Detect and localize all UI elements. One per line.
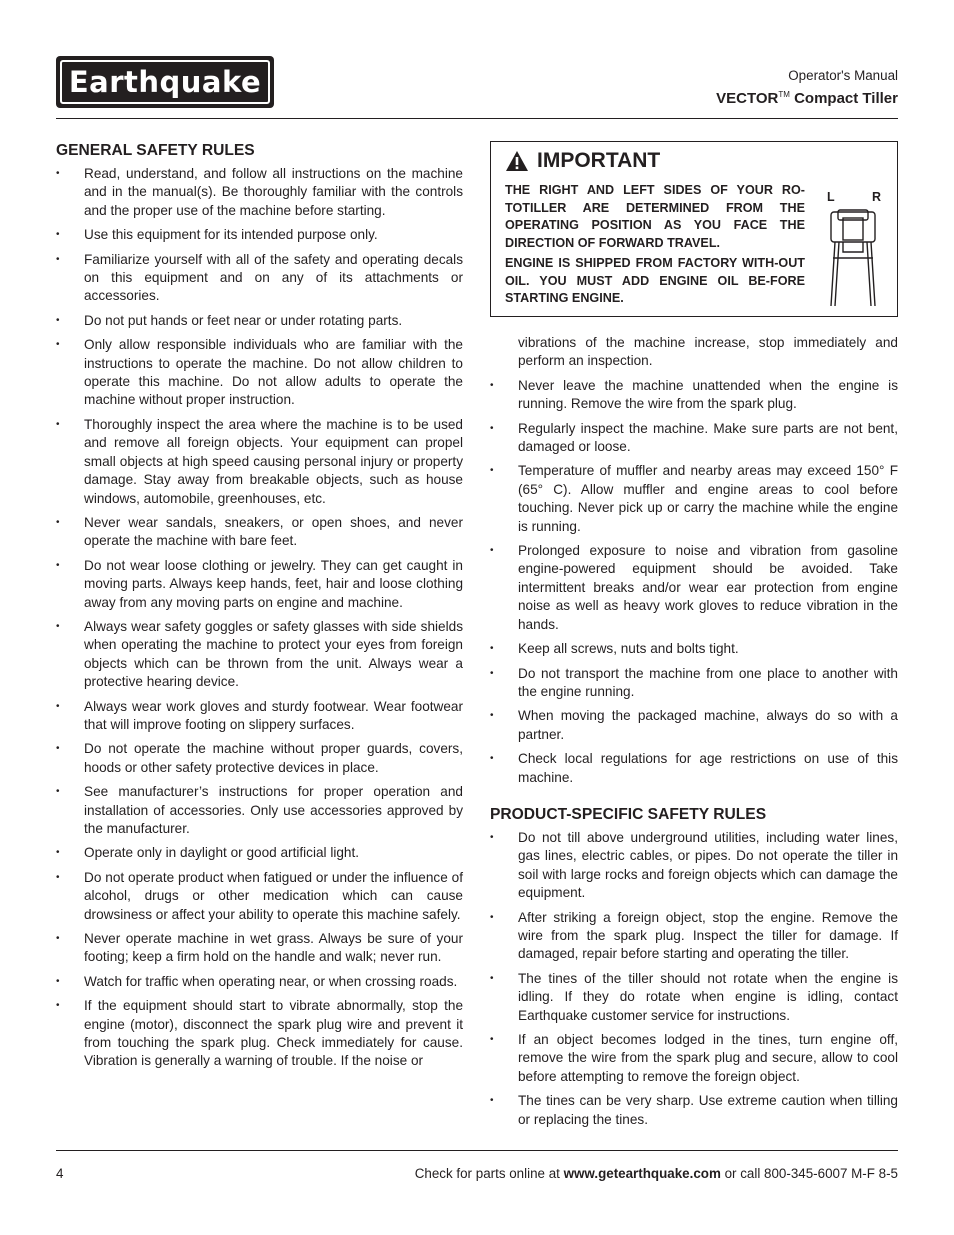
list-item: [56, 973, 463, 991]
list-item-text: Never operate machine in wet grass. Always be sure of your footing; keep a firm hold on the handle and walk; never run.: [84, 931, 463, 965]
list-item-text: Do not till above underground utilities, including water lines, gas lines, electric cables, or pipes. Do not operate the tiller in soil with large rocks and foreign objects which can damage the equipment.: [518, 829, 898, 901]
bullet: •: [490, 379, 494, 391]
header-divider: [56, 118, 898, 119]
page-number: 4: [56, 1166, 64, 1181]
list-item: [490, 462, 898, 536]
general-safety-section: [56, 141, 463, 1077]
list-item: [490, 665, 898, 702]
list-item: [56, 226, 463, 244]
list-item: [56, 930, 463, 967]
list-item-text: Do not wear loose clothing or jewelry. They can get caught in moving parts. Always keep hands, feet, hair and loose clothing away from any moving parts on engine and machine.: [84, 557, 463, 610]
list-item: [56, 165, 463, 220]
list-item: [490, 707, 898, 744]
list-item-text: Prolonged exposure to noise and vibration from gasoline engine-powered equipment should be avoided. Take intermittent breaks and/or wear ear protection from engine noise as well as heavy work gloves to reduce vibration in the hands.: [518, 543, 898, 632]
product-title: [716, 84, 898, 110]
bullet: •: [56, 847, 60, 859]
list-item: [490, 1031, 898, 1086]
bullet: •: [490, 422, 494, 434]
footer-divider: [56, 1150, 898, 1151]
list-item-text: Familiarize yourself with all of the safety and operating decals on this equipment and on any of its attachments or accessories.: [84, 251, 463, 304]
list-item-text: If an object becomes lodged in the tines, turn engine off, remove the wire from the spark plug and secure, allow to cool before attempting to remove the foreign object.: [518, 1032, 898, 1084]
bullet: •: [56, 871, 60, 883]
list-item-text: After striking a foreign object, stop the engine. Remove the wire from the spark plug. Inspect the tiller for damage. If damaged, repair before starting and operating the tiller.: [518, 909, 898, 962]
logo-text: Earthquake: [60, 60, 270, 104]
important-title: IMPORTANT: [537, 148, 661, 172]
bullet: •: [56, 786, 60, 798]
bullet: •: [56, 229, 60, 241]
footer-prefix: Check for parts online at: [414, 1166, 564, 1181]
list-item: [490, 1092, 898, 1129]
bullet: •: [490, 710, 494, 722]
bullet: •: [56, 1000, 60, 1012]
manual-label: Operator's Manual: [788, 68, 898, 83]
list-item-text: Do not put hands or feet near or under rotating parts.: [84, 312, 403, 328]
list-item: [490, 542, 898, 634]
list-item: [56, 514, 463, 551]
list-item: [490, 750, 898, 787]
right-column: [490, 334, 898, 1135]
bullet: •: [56, 700, 60, 712]
general-rules-list: [56, 165, 463, 1071]
product-suffix: Compact Tiller: [789, 90, 898, 107]
list-item: [56, 336, 463, 410]
list-item-text: Regularly inspect the machine. Make sure parts are not bent, damaged or loose.: [518, 420, 898, 455]
list-item: [56, 783, 463, 838]
list-item-text: Thoroughly inspect the area where the machine is to be used and remove all foreign objects. Your equipment can propel small objects at high speed causing personal injury or property damage. Stay away from breakable objects, such as house windows, automobile, greenhouses, etc.: [84, 416, 463, 506]
footer-suffix: or call 800-345-6007 M-F 8-5: [720, 1166, 898, 1181]
product-section-title: PRODUCT-SPECIFIC SAFETY RULES: [490, 805, 767, 823]
list-item-text: The tines of the tiller should not rotate when the engine is idling. If they do rotate when engine is idling, contact Earthquake customer service for instructions.: [518, 970, 898, 1023]
bullet: •: [56, 253, 60, 265]
list-item: [56, 416, 463, 508]
bullet: •: [490, 831, 494, 843]
bullet: •: [56, 620, 60, 632]
general-rules-continued-list: [490, 377, 898, 787]
list-item-text: Check local regulations for age restrictions on use of this machine.: [518, 751, 898, 785]
list-item: [490, 640, 898, 658]
bullet: •: [490, 1095, 494, 1107]
list-item: [56, 312, 463, 330]
list-item: [56, 740, 463, 777]
list-item-text: Do not transport the machine from one place to another with the engine running.: [518, 665, 898, 699]
list-item-text: Never wear sandals, sneakers, or open shoes, and never operate the machine with bare feet.: [84, 514, 463, 549]
list-item: [490, 970, 898, 1025]
list-item: [490, 420, 898, 457]
important-notice: [490, 141, 898, 317]
important-heading: [505, 150, 660, 172]
list-item: [56, 557, 463, 612]
list-item: [490, 909, 898, 964]
list-item-text: If the equipment should start to vibrate abnormally, stop the engine (motor), disconnect the spark plug wire and prevent it from touching the spark plug. Check immediately for cause. Vibration is generally a warning of trouble. If the noise or: [84, 998, 463, 1069]
list-item: [490, 377, 898, 414]
list-item-text: See manufacturer’s instructions for proper operation and installation of accessories. Only use accessories approved by the manufacturer.: [84, 784, 463, 836]
product-rules-list: [490, 829, 898, 1129]
bullet: •: [490, 972, 494, 984]
bullet: •: [490, 545, 494, 557]
list-item: [56, 251, 463, 306]
list-item-text: The tines can be very sharp. Use extreme caution when tilling or replacing the tines.: [518, 1093, 898, 1127]
left-label: L: [827, 190, 835, 204]
product-name: VECTOR: [716, 90, 779, 107]
earthquake-logo: [56, 56, 274, 108]
bullet: •: [490, 1034, 494, 1045]
tiller-top-view-figure: [821, 188, 887, 310]
bullet: •: [56, 975, 60, 987]
section-title: GENERAL SAFETY RULES: [56, 142, 255, 159]
bullet: •: [490, 911, 494, 923]
oil-note: ENGINE IS SHIPPED FROM FACTORY WITH-OUT OIL. YOU MUST ADD ENGINE OIL BE-FORE STARTING ENGINE.: [505, 256, 805, 305]
list-item-text: Read, understand, and follow all instructions on the machine and in the manual(s). Be thoroughly familiar with the controls and the proper use of the machine before starting.: [84, 166, 463, 218]
bullet: •: [56, 516, 60, 528]
list-item-text: Temperature of muffler and nearby areas may exceed 150° F (65° C). Allow muffler and engine areas to cool before touching. Never pick up or carry the machine while the engine is running.: [518, 463, 898, 534]
list-item-text: Keep all screws, nuts and bolts tight.: [518, 641, 739, 657]
sides-note: THE RIGHT AND LEFT SIDES OF YOUR RO-TOTILLER ARE DETERMINED FROM THE OPERATING POSITION AS YOU FACE THE DIRECTION OF FORWARD TRAVEL.: [505, 183, 805, 250]
list-item: [56, 997, 463, 1071]
list-item-text: Always wear safety goggles or safety glasses with side shields when operating the machine to protect your eyes from foreign objects which can be thrown from the unit. Always wear a protective hearing device.: [84, 618, 463, 690]
warning-icon: [505, 150, 529, 172]
right-label: R: [871, 190, 881, 204]
bullet: •: [490, 667, 494, 679]
bullet: •: [56, 933, 60, 945]
trademark: TM: [778, 90, 790, 99]
bullet: •: [56, 168, 60, 179]
list-item-text: Use this equipment for its intended purpose only.: [84, 227, 378, 243]
footer-contact: [415, 1165, 898, 1183]
list-item: [490, 829, 898, 903]
continued-rule-text: vibrations of the machine increase, stop immediately and perform an inspection.: [518, 335, 898, 369]
document-header: [716, 68, 898, 110]
list-item: [56, 844, 463, 862]
list-item: [56, 618, 463, 692]
list-item-text: Operate only in daylight or good artificial light.: [84, 845, 360, 861]
bullet: •: [56, 559, 60, 571]
website-link[interactable]: www.getearthquake.com: [563, 1166, 721, 1181]
bullet: •: [56, 339, 60, 351]
bullet: •: [490, 753, 494, 765]
list-item-text: Only allow responsible individuals who are familiar with the instructions to operate the machine. Do not allow children to operate this machine. Do not allow adults to operate the machine without proper instruction.: [84, 337, 463, 408]
list-item-text: Do not operate product when fatigued or under the influence of alcohol, drugs or other medication which can cause drowsiness or affect your ability to operate this machine safely.: [84, 869, 463, 922]
bullet: •: [56, 743, 60, 755]
list-item-text: Never leave the machine unattended when the engine is running. Remove the wire from the spark plug.: [518, 377, 898, 412]
list-item-text: When moving the packaged machine, always do so with a partner.: [518, 708, 898, 742]
list-item: [56, 869, 463, 924]
list-item: [56, 698, 463, 735]
bullet: •: [56, 314, 60, 326]
bullet: •: [490, 643, 494, 655]
list-item-text: Watch for traffic when operating near, or when crossing roads.: [84, 973, 458, 989]
bullet: •: [56, 418, 60, 430]
list-item-text: Always wear work gloves and sturdy footwear. Wear footwear that will improve footing on slippery surfaces.: [84, 698, 463, 732]
tiller-illustration: [821, 188, 887, 310]
bullet: •: [490, 465, 494, 477]
list-item-text: Do not operate the machine without proper guards, covers, hoods or other safety protective devices in place.: [84, 741, 463, 775]
